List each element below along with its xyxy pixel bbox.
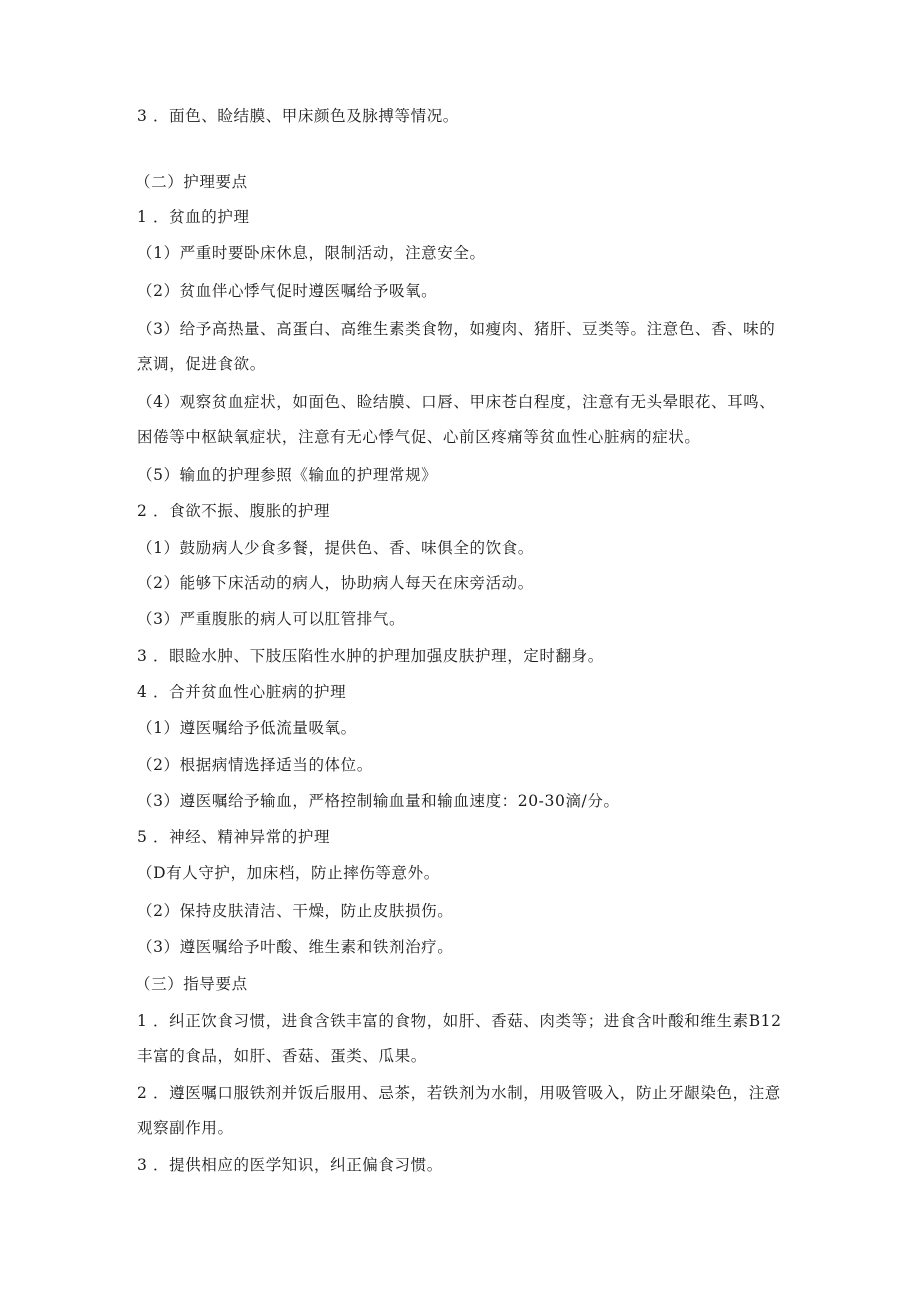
guidance-item: 1 ．纠正饮食习惯，进食含铁丰富的食物，如肝、香菇、肉类等；进食含叶酸和维生素B12丰富的食品，如肝、香菇、蛋类、瓜果。	[137, 1012, 782, 1065]
list-item: （3）给予高热量、高蛋白、高维生素类食物，如瘦肉、猪肝、豆类等。注意色、香、味的烹调，促进食欲。	[137, 320, 776, 373]
list-item: （2）根据病情选择适当的体位。	[137, 756, 373, 774]
list-item: （3）严重腹胀的病人可以肛管排气。	[137, 610, 406, 628]
list-item: （4）观察贫血症状，如面色、睑结膜、口唇、甲床苍白程度，注意有无头晕眼花、耳鸣、困倦等中枢缺氧症状，注意有无心悸气促、心前区疼痛等贫血性心脏病的症状。	[137, 393, 776, 446]
guidance-item: 3 ．提供相应的医学知识，纠正偏食习惯。	[137, 1156, 443, 1174]
heading-cardiac-care: 4 ．合并贫血性心脏病的护理	[137, 683, 347, 701]
list-item: （1）鼓励病人少食多餐，提供色、香、味俱全的饮食。	[137, 539, 534, 557]
list-item: （5）输血的护理参照《输血的护理常规》	[137, 466, 438, 484]
list-item: （2）贫血伴心悸气促时遵医嘱给予吸氧。	[137, 282, 438, 300]
list-item: （3）遵医嘱给予输血，严格控制输血量和输血速度：20-30滴/分。	[137, 792, 620, 810]
list-item: （1）遵医嘱给予低流量吸氧。	[137, 719, 357, 737]
list-item: （D有人守护，加床档，防止摔伤等意外。	[137, 864, 440, 882]
guidance-item: 2 ．遵医嘱口服铁剂并饭后服用、忌茶，若铁剂为水制，用吸管吸入，防止牙龈染色，注意观察副作用。	[137, 1084, 781, 1137]
heading-edema-care: 3 ．眼睑水肿、下肢压陷性水肿的护理加强皮肤护理，定时翻身。	[137, 647, 604, 665]
heading-neuro-mental-care: 5 ．神经、精神异常的护理	[137, 828, 331, 846]
heading-anemia-care: 1 ．贫血的护理	[137, 208, 250, 226]
item-3-assessment: 3 ．面色、睑结膜、甲床颜色及脉搏等情况。	[137, 107, 459, 125]
list-item: （3）遵医嘱给予叶酸、维生素和铁剂治疗。	[137, 938, 454, 956]
list-item: （1）严重时要卧床休息，限制活动，注意安全。	[137, 244, 486, 262]
section-heading-nursing-points: （二）护理要点	[135, 173, 248, 191]
heading-appetite-bloating-care: 2 ．食欲不振、腹胀的护理	[137, 502, 331, 520]
list-item: （2）能够下床活动的病人，协助病人每天在床旁活动。	[137, 574, 534, 592]
section-heading-guidance-points: （三）指导要点	[135, 975, 248, 993]
list-item: （2）保持皮肤清洁、干燥，防止皮肤损伤。	[137, 902, 454, 920]
